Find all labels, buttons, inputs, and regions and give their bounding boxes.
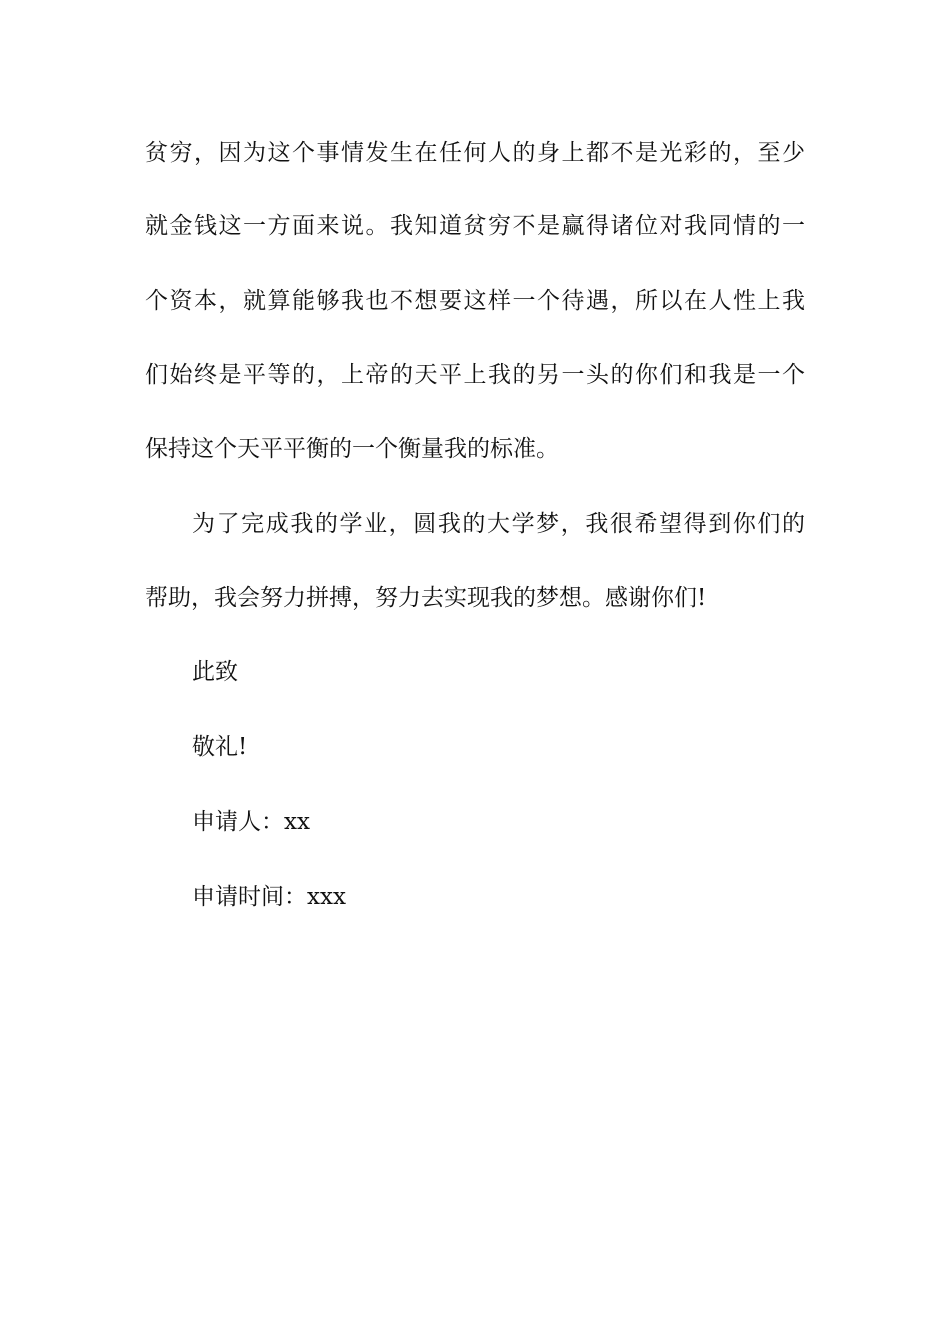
closing-regards: 敬礼! bbox=[192, 734, 248, 760]
paragraph-1-line-3: 个资本，就算能够我也不想要这样一个待遇，所以在人性上我 bbox=[145, 288, 805, 314]
closing-salutation: 此致 bbox=[192, 659, 238, 685]
paragraph-2-line-2: 帮助，我会努力拼搏，努力去实现我的梦想。感谢你们! bbox=[145, 585, 707, 611]
applicant-line: 申请人：xx bbox=[192, 809, 310, 835]
paragraph-1-line-2: 就金钱这一方面来说。我知道贫穷不是赢得诸位对我同情的一 bbox=[145, 213, 805, 239]
paragraph-2-line-1: 为了完成我的学业，圆我的大学梦，我很希望得到你们的 bbox=[192, 511, 805, 537]
application-date-line: 申请时间：xxx bbox=[192, 884, 346, 910]
paragraph-1-line-5: 保持这个天平平衡的一个衡量我的标准。 bbox=[145, 436, 559, 462]
paragraph-1-line-1: 贫穷，因为这个事情发生在任何人的身上都不是光彩的，至少 bbox=[145, 140, 805, 166]
paragraph-1-line-4: 们始终是平等的，上帝的天平上我的另一头的你们和我是一个 bbox=[145, 362, 805, 388]
